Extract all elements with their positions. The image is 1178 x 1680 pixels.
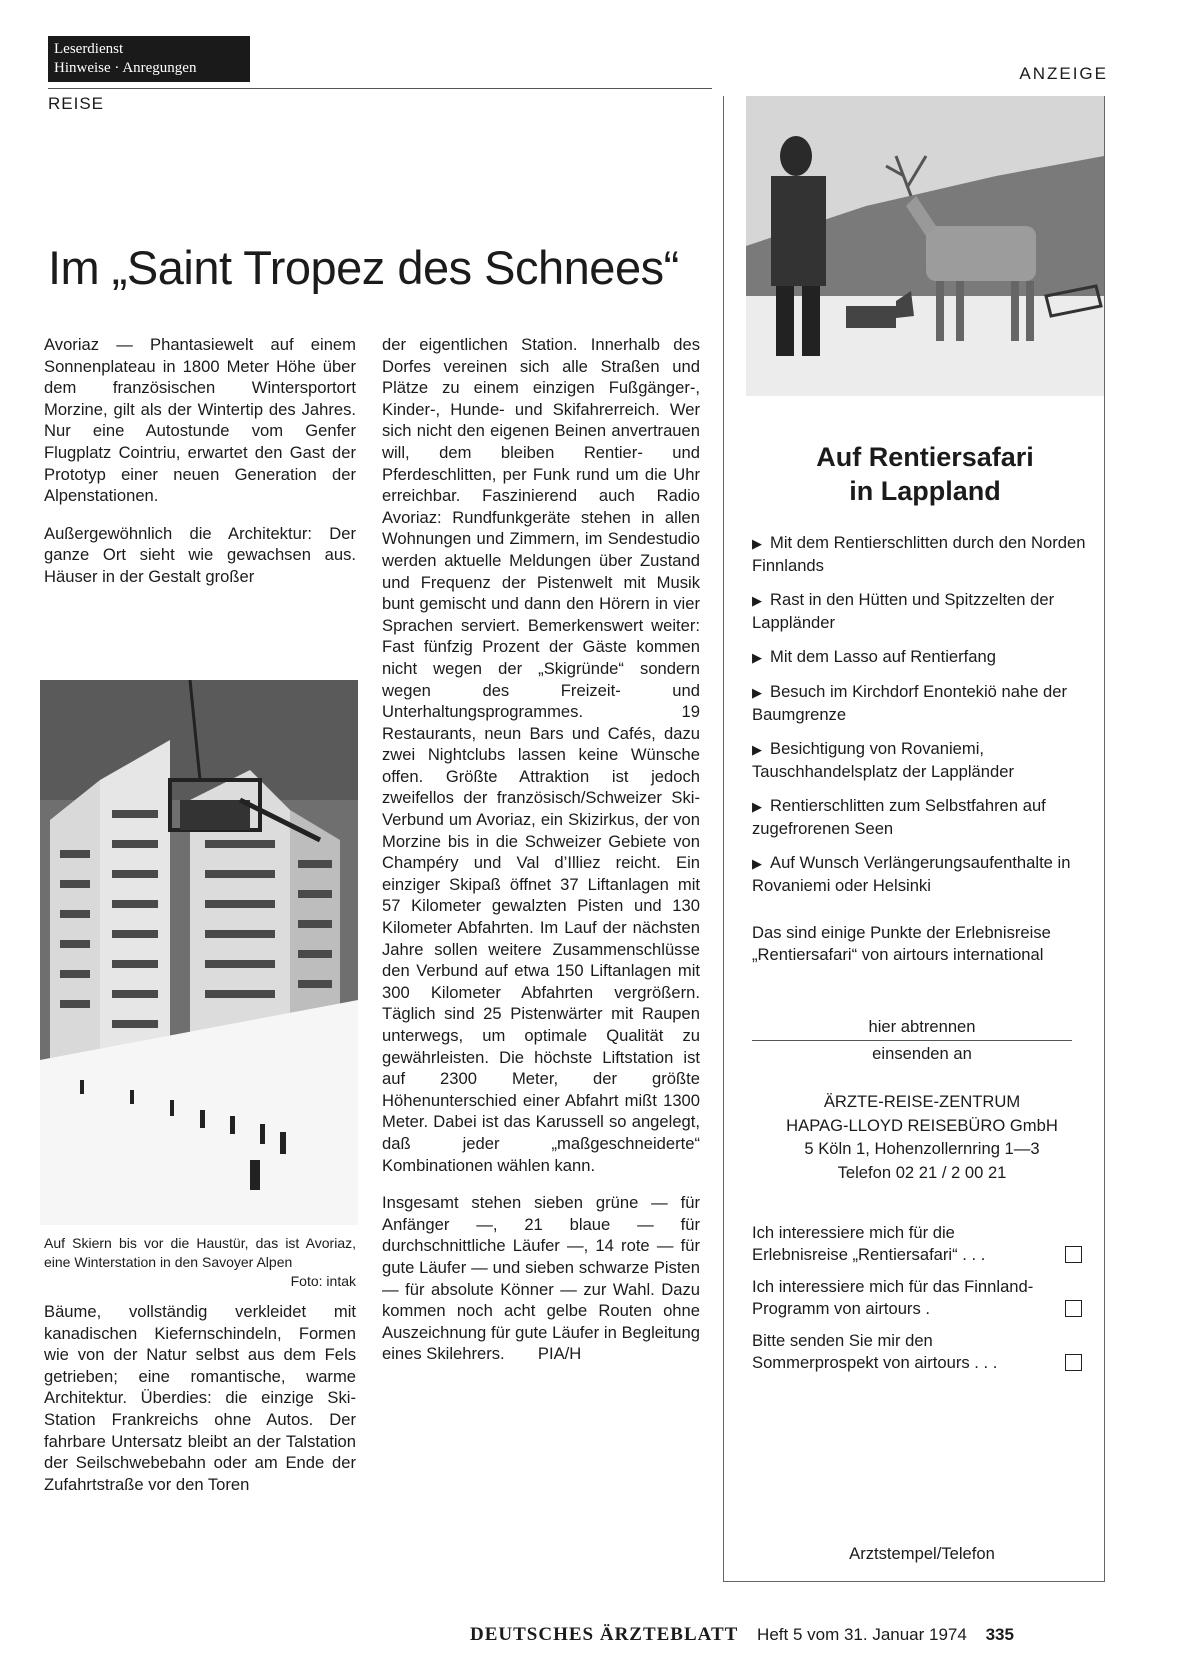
play-bullet-icon: ▶ bbox=[752, 856, 762, 871]
article-paragraph bbox=[382, 1192, 700, 1365]
checkbox-sommerprospekt[interactable] bbox=[1065, 1354, 1082, 1371]
article-column-2 bbox=[382, 334, 700, 1365]
ad-feature-text: Mit dem Lasso auf Rentierfang bbox=[770, 647, 996, 666]
lapland-reindeer-illustration bbox=[746, 96, 1104, 396]
article-paragraph: Avoriaz — Phantasiewelt auf einem Sonnenplateau in 1800 Meter Höhe über dem französischen Wintersportort Morzine, gilt als der Wintertip des Jahres. Nur eine Autostunde vom Genfer Flugplatz Cointriu, erwartet den Gast der Prototyp einer neuen Generation der Alpenstationen. bbox=[44, 335, 356, 506]
ad-feature-text: Mit dem Rentierschlitten durch den Norden Finnlands bbox=[752, 533, 1086, 575]
play-bullet-icon: ▶ bbox=[752, 685, 762, 700]
checkbox-finnland-programm[interactable] bbox=[1065, 1300, 1082, 1317]
cut-label: hier abtrennen bbox=[868, 1017, 976, 1036]
article-paragraph: der eigentlichen Station. Innerhalb des Dorfes vereinen sich alle Straßen und Plätze zu einem einzigen Fußgänger-, Kinder-, Hunde- und Skifahrerreich. Wer sich nicht den eigenen Beinen anvertrauen will, dem bleiben Rentier- und Pferdeschlitten, per Funk rund um die Uhr erreichbar. Faszinierend auch Radio Avoriaz: Rundfunkgeräte stehen in allen Wohnungen und Zimmern, im Sendestudio werden aktuelle Meldungen über Zustand und Frequenz der Pistenwelt mit Musik bunt gemischt und dann den Hörern in vier Sprachen serviert. Bemerkenswert weiter: Fast fünfzig Prozent der Gäste kommen nicht wegen der „Skigründe“ sondern wegen des Freizeit- und Unterhaltungsprogrammes. 19 Restaurants, neun Bars und Cafés, dazu zwei Nightclubs lassen keine Wünsche offen. Größte Attraktion ist jedoch zweifellos der französisch/Schweizer Ski-Verbund um Avoriaz, ein Skizirkus, der von Morzine bis in die Schweizer Gebiete von Champéry und Val d’Illiez reicht. Ein einziger Skipaß öffnet 37 Liftanlagen mit 57 Kilometer gewalzten Pisten und 130 Kilometer Abfahrten. Im Lauf der nächsten Jahre sollen weitere Zusammenschlüsse den Verbund auf etwa 150 Liftanlagen mit 300 Kilometer Abfahrten vergrößern. Täglich sind 25 Pistenwärter mit Raupen unterwegs, um optimale Qualität zu gewährleisten. Die höchste Liftstation ist auf 2300 Meter, der größte Höhenunterschied einer Abfahrt mißt 1300 Meter. Dabei ist das Karussell so angelegt, daß jeder „maßgeschneiderte“ Kombinationen wählen kann. bbox=[382, 335, 700, 1175]
reader-service-box bbox=[48, 36, 250, 82]
play-bullet-icon: ▶ bbox=[752, 536, 762, 551]
ad-feature-item bbox=[752, 532, 1092, 577]
ad-feature-item bbox=[752, 852, 1092, 897]
ad-feature-item bbox=[752, 681, 1092, 726]
address-line: HAPAG-LLOYD REISEBÜRO GmbH bbox=[786, 1115, 1058, 1135]
ad-feature-text: Rentierschlitten zum Selbstfahren auf zugefrorenen Seen bbox=[752, 796, 1046, 838]
reader-service-line1: Leserdienst bbox=[54, 41, 124, 57]
ski-resort-illustration bbox=[40, 680, 358, 1225]
play-bullet-icon: ▶ bbox=[752, 650, 762, 665]
photo-credit: Foto: intak bbox=[290, 1273, 356, 1289]
article-paragraph: Bäume, vollständig verkleidet mit kanadischen Kiefernschindeln, Formen wie von der Natur selbst aus dem Fels getrieben; eine romantische, warme Architektur. Überdies: die einzige Ski-Station Frankreichs ohne Autos. Der fahrbare Untersatz bleibt an der Talstation der Seilschwebebahn oder am Ende der Zufahrtstraße vor den Toren bbox=[44, 1302, 356, 1494]
play-bullet-icon: ▶ bbox=[752, 593, 762, 608]
page-footer bbox=[470, 1624, 1014, 1646]
stamp-label: Arztstempel/Telefon bbox=[849, 1544, 995, 1563]
journal-name: DEUTSCHES ÄRZTEBLATT bbox=[470, 1624, 739, 1645]
header-rule bbox=[48, 88, 712, 89]
article-paragraph-text: Insgesamt stehen sieben grüne — für Anfänger —, 21 blaue — für durchschnittliche Läufer —, 14 rote — für gute Läufer — und sieben schwarze Pisten — für absolute Könner — zur Wahl. Dazu kommen noch acht gelbe Routen ohne Auszeichnung für gute Läufer in Begleitung eines Skilehrers. bbox=[382, 1193, 700, 1364]
ad-frame-right bbox=[1104, 96, 1105, 1582]
play-bullet-icon: ▶ bbox=[752, 742, 762, 757]
order-option-text: Ich interessiere mich für das Finnland-Programm von airtours . bbox=[752, 1277, 1034, 1318]
ad-feature-item bbox=[752, 738, 1092, 783]
send-label: einsenden an bbox=[872, 1044, 972, 1063]
cut-line bbox=[752, 1040, 1072, 1041]
issue-info: Heft 5 vom 31. Januar 1974 bbox=[757, 1625, 967, 1644]
article-title: Im „Saint Tropez des Schnees“ bbox=[48, 241, 679, 294]
ad-frame-left bbox=[723, 96, 724, 1582]
order-option-sommerprospekt bbox=[752, 1330, 1082, 1374]
photo-caption bbox=[44, 1234, 356, 1291]
order-form bbox=[752, 1222, 1082, 1384]
ad-title-line1: Auf Rentiersafari bbox=[816, 442, 1034, 472]
ad-title-line2: in Lappland bbox=[849, 476, 1001, 506]
ad-feature-item bbox=[752, 589, 1092, 634]
page-number: 335 bbox=[985, 1625, 1014, 1644]
ad-title bbox=[746, 440, 1104, 508]
ad-tag: ANZEIGE bbox=[1019, 64, 1108, 83]
ad-feature-text: Rast in den Hütten und Spitzzelten der Lappländer bbox=[752, 590, 1055, 632]
order-option-text: Ich interessiere mich für die Erlebnisreise „Rentiersafari“ . . . bbox=[752, 1223, 986, 1264]
reader-service-line2: Hinweise · Anregungen bbox=[54, 60, 197, 76]
play-bullet-icon: ▶ bbox=[752, 799, 762, 814]
article-signature: PIA/H bbox=[537, 1344, 582, 1364]
ad-feature-text: Besichtigung von Rovaniemi, Tauschhandelsplatz der Lappländer bbox=[752, 739, 1014, 781]
ski-resort-photo bbox=[40, 680, 358, 1225]
article-column-1-top bbox=[44, 334, 356, 604]
address-line: 5 Köln 1, Hohenzollernring 1—3 bbox=[804, 1139, 1040, 1158]
ad-frame-bottom bbox=[723, 1581, 1105, 1582]
article-paragraph: Außergewöhnlich die Architektur: Der ganze Ort sieht wie gewachsen aus. Häuser in der Gestalt großer bbox=[44, 523, 356, 586]
photo-caption-text: Auf Skiern bis vor die Haustür, das ist Avoriaz, eine Winterstation in den Savoyer Alpen bbox=[44, 1235, 356, 1270]
ad-feature-item bbox=[752, 795, 1092, 840]
order-option-rentiersafari bbox=[752, 1222, 1082, 1266]
address-line: Telefon 02 21 / 2 00 21 bbox=[837, 1162, 1007, 1182]
ad-feature-list bbox=[752, 532, 1092, 909]
address-line: ÄRZTE-REISE-ZENTRUM bbox=[823, 1092, 1021, 1111]
section-label: REISE bbox=[48, 94, 105, 113]
mailing-address bbox=[752, 1090, 1092, 1184]
checkbox-rentiersafari[interactable] bbox=[1065, 1246, 1082, 1263]
ad-note: Das sind einige Punkte der Erlebnisreise „Rentiersafari“ von airtours international bbox=[752, 923, 1051, 964]
ad-feature-text: Besuch im Kirchdorf Enontekiö nahe der Baumgrenze bbox=[752, 682, 1068, 724]
lapland-reindeer-photo bbox=[746, 96, 1104, 396]
ad-feature-item bbox=[752, 646, 1092, 669]
ad-feature-text: Auf Wunsch Verlängerungsaufenthalte in Rovaniemi oder Helsinki bbox=[752, 853, 1071, 895]
article-column-1-bottom bbox=[44, 1301, 356, 1511]
order-option-finnland bbox=[752, 1276, 1082, 1320]
order-option-text: Bitte senden Sie mir den Sommerprospekt von airtours . . . bbox=[752, 1331, 998, 1372]
